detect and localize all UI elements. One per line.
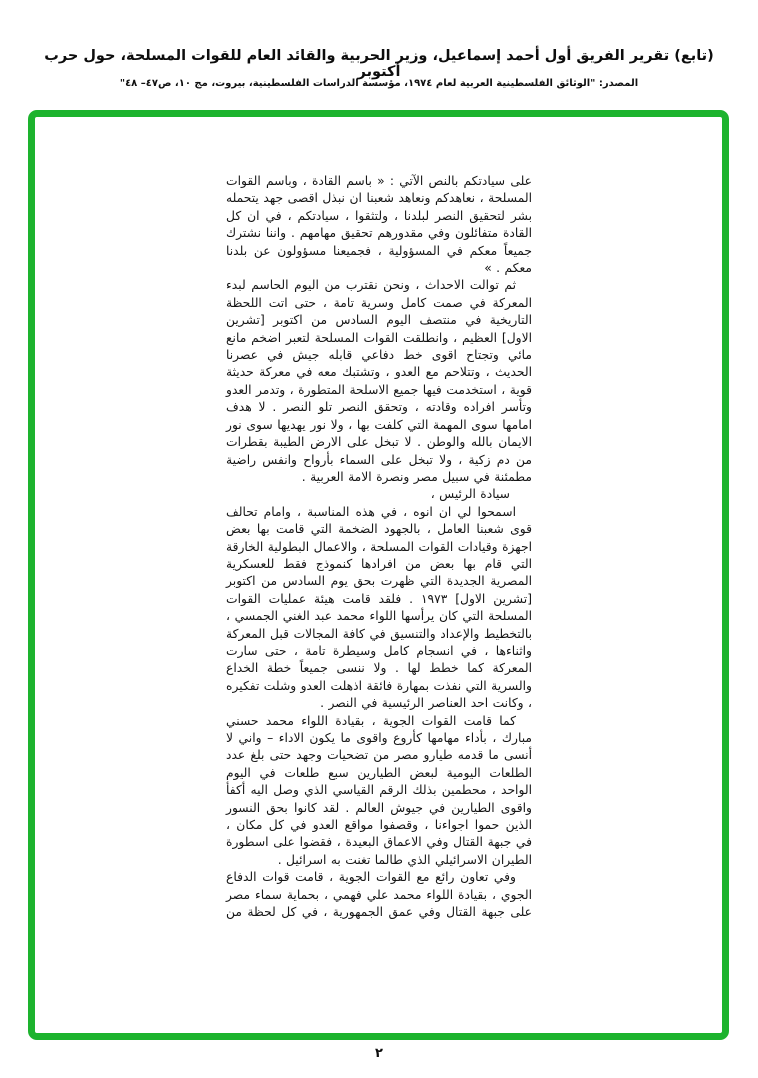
source-citation: المصدر: "الوثائق الفلسطينية العربية لعام ١٩٧٤، مؤسسة الدراسات الفلسطينية، بيروت، مج ١٠، ص٤٧– ٤٨" [119, 78, 639, 89]
body-text-column [226, 173, 532, 921]
paragraph: على سيادتكم بالنص الآتي : « باسم القادة ، وباسم القوات المسلحة ، نعاهدكم ونعاهد شعبنا ان نبذل اقصى جهد يتحمله بشر لتحقيق النصر لبلدنا ، ولتثقوا ، سيادتكم ، في ان كل القادة متفائلون وفي مقدورهم تحقيق مهامهم . واننا نشترك جميعاً معكم في المسؤولية ، فجميعنا مسؤولون عن بلدنا معكم . » [226, 174, 532, 276]
paragraph: ثم توالت الاحداث ، ونحن نقترب من اليوم الحاسم لبدء المعركة في صمت كامل وسرية تامة ، حتى اتت اللحظة التاريخية في منتصف اليوم السادس من اكتوبر [تشرين الاول] العظيم ، وانطلقت القوات المسلحة لتعبر اضخم مانع مائي وتجتاح اقوى خط دفاعي قابله جيش في عصرنا الحديث ، وتتلاحم مع العدو ، وتشتبك معه في معركة حديثة قوية ، استخدمت فيها جميع الاسلحة المتطورة ، وتدمر العدو وتأسر افراده وقادته ، وتحقق النصر تلو النصر . لا هدف امامها سوى المهمة التي كلفت بها ، ولا نور يهديها سوى نور الايمان بالله والوطن . لا تبخل على الارض الطيبة بقطرات من دم زكية ، ولا تبخل على السماء بأرواح وانفس راضية مطمئنة في سبيل مصر ونصرة الامة العربية . [226, 278, 532, 484]
page-number: ٢ [375, 1046, 383, 1061]
paragraph: اسمحوا لي ان انوه ، في هذه المناسبة ، وامام تحالف قوى شعبنا العامل ، بالجهود الضخمة التي قامت بها بعض اجهزة وقيادات القوات المسلحة ، والاعمال البطولية الخارقة التي قام بها بعض من افرادها كنموذج فقط للعسكرية المصرية الجديدة التي ظهرت بحق يوم السادس من اكتوبر [تشرين الاول] ١٩٧٣ . فلقد قامت هيئة عمليات القوات المسلحة التي كان يرأسها اللواء محمد عبد الغني الجمسي ، بالتخطيط والإعداد والتنسيق في كافة المجالات قبل المعركة واثناءها ، في انسجام كامل وسيطرة تامة ، حتى سارت المعركة كما خطط لها . ولا ننسى جميعاً خطة الخداع والسرية التي نفذت بمهارة فائقة اذهلت العدو وشلت تفكيره ، وكانت احد العناصر الرئيسية في النصر . [226, 504, 532, 711]
paragraph: كما قامت القوات الجوية ، بقيادة اللواء محمد حسني مبارك ، بأداء مهامها كأروع واقوى ما يكون الاداء – واني لا أنسى ما قدمه طيارو مصر من تضحيات وجهد حتى بلغ عدد الطلعات اليومية لبعض الطيارين سبع طلعات في اليوم الواحد ، محطمين بذلك الرقم القياسي الذي وصل اليه أكفأ واقوى الطيارين في جيوش العالم . لقد كانوا بحق النسور الذين حموا اجواءنا ، وقصفوا مواقع العدو في كل مكان ، في جبهة القتال وفي الاعماق البعيدة ، فقضوا على اسطورة الطيران الاسرائيلي الذي طالما تغنت به اسرائيل . [226, 713, 532, 867]
salutation-line: سيادة الرئيس ، [430, 487, 510, 502]
paragraph: وفي تعاون رائع مع القوات الجوية ، قامت قوات الدفاع الجوي ، بقيادة اللواء محمد علي فهمي ، بحماية سماء مصر على جبهة القتال وفي عمق الجمهورية ، في كل لحظة من [226, 870, 532, 920]
document-title: (تابع) تقرير الفريق أول أحمد إسماعيل، وزير الحربية والقائد العام للقوات المسلحة، حول حرب أكتوبر [44, 48, 714, 80]
